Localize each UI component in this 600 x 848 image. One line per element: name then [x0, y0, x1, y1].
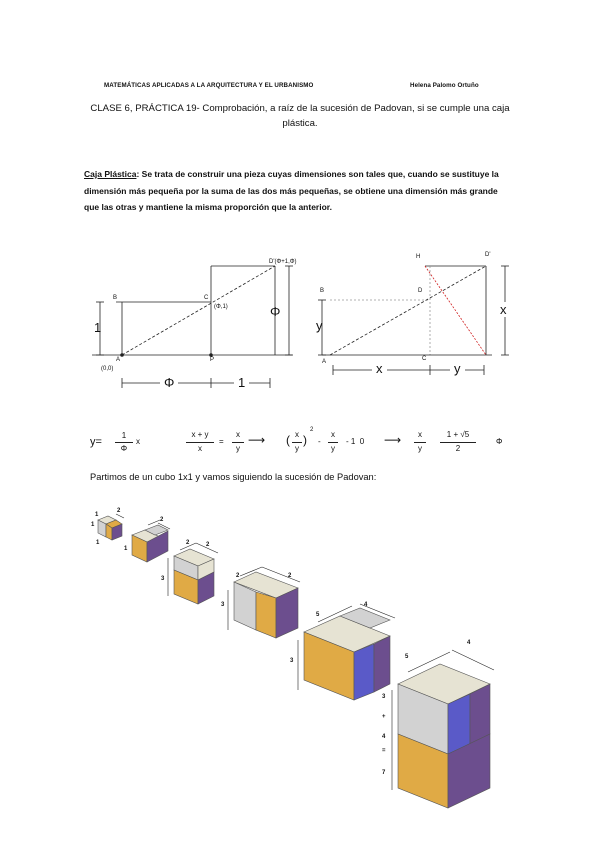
left-label-a: A [116, 357, 121, 363]
cube-3 [168, 543, 218, 604]
intro-text: : Se trata de construir una pieza cuyas dimensiones son tales que, cuando se sustituye la dimensión más pequeña por la suma de las dos más pequeñas, se obtiene una dimensión más grande que las otras y mantiene la misma proporción que la anterior. [84, 169, 499, 212]
eq2-den: x [198, 444, 202, 453]
c5-l3: 3 [290, 658, 294, 664]
left-label-c: C [204, 295, 209, 301]
eq3-paren-open: ( [286, 433, 290, 447]
c1-l4: 1 [96, 540, 100, 546]
cube-6 [392, 650, 494, 808]
c6-l7: 7 [382, 770, 386, 776]
eq2-num: x + y [191, 430, 209, 439]
c5-l2: 4 [364, 602, 368, 608]
right-label-b: B [320, 288, 325, 294]
eq3-den: y [295, 444, 299, 453]
right-label-c: C [422, 356, 427, 362]
left-label-c-coord: (Φ,1) [214, 304, 228, 310]
eq4-num: x [418, 430, 422, 439]
eq1-num: 1 [121, 431, 127, 440]
eq3-num2: x [331, 430, 335, 439]
right-bottom-y: y [450, 361, 465, 376]
c3-l1: 2 [186, 540, 190, 546]
c4-l2: 2 [288, 573, 292, 579]
eq2-num2: x [236, 430, 240, 439]
intro-term: Caja Plástica [84, 169, 137, 179]
c4-l1: 2 [236, 573, 240, 579]
c6-l4: 4 [382, 734, 386, 740]
c6-l3: 3 [382, 694, 386, 700]
right-label-a: A [322, 359, 327, 365]
right-label-h: H [416, 254, 421, 260]
eq1-den: Φ [120, 444, 128, 453]
c3-l2: 2 [206, 542, 210, 548]
left-label-p: P [210, 357, 215, 363]
eq3-mid: - [318, 437, 321, 446]
right-label-d2: D' [485, 252, 491, 258]
cube-1 [98, 514, 124, 540]
c4-l3: 3 [221, 602, 225, 608]
page-title: CLASE 6, PRÁCTICA 19- Comprobación, a raíz de la sucesión de Padovan, si se cumple una caja plástica. [90, 103, 510, 129]
right-bottom-x: x [372, 361, 387, 376]
c1-l2: 2 [117, 508, 121, 514]
left-bottom-phi: Φ [160, 375, 178, 390]
eq2-eq: = [219, 437, 224, 446]
left-side-phi: Φ [270, 304, 281, 319]
eq4-phi: Φ [496, 437, 503, 446]
c1-l3: 1 [91, 522, 95, 528]
eq3-tail: - 1 0 [346, 437, 365, 446]
c6-eq: = [382, 748, 386, 754]
padovan-intro: Partimos de un cubo 1x1 y vamos siguiendo la sucesión de Padovan: [90, 472, 377, 482]
eq2-arrow: ⟶ [248, 433, 266, 447]
eq1-x: x [136, 437, 140, 446]
eq3-paren-close: ) [303, 433, 307, 447]
left-side-1: 1 [94, 320, 102, 335]
eq3-sup: 2 [310, 427, 314, 433]
eq4-den: y [418, 444, 422, 453]
c2-l2: 1 [124, 546, 128, 552]
header-course: MATEMÁTICAS APLICADAS A LA ARQUITECTURA Y EL URBANISMO [104, 82, 314, 89]
c6-l2: 4 [467, 640, 471, 646]
c5-l1: 5 [316, 612, 320, 618]
left-bottom-1: 1 [234, 375, 249, 390]
right-side-y: y [316, 318, 323, 333]
eq4-num2: 1 + √5 [446, 430, 470, 439]
eq2-den2: y [236, 444, 240, 453]
eq4-den2: 2 [455, 444, 461, 453]
left-label-a-coord: (0,0) [101, 366, 114, 372]
left-label-d: D'(Φ+1,Φ) [269, 259, 297, 265]
eq3-den2: y [331, 444, 335, 453]
right-side-x: x [500, 302, 507, 317]
cube-5 [298, 604, 395, 700]
right-label-d: D [418, 288, 423, 294]
eq3-num: x [295, 430, 299, 439]
left-label-b: B [113, 295, 118, 301]
eq3-arrow: ⟶ [384, 433, 402, 447]
c6-plus: + [382, 714, 386, 720]
cube-2 [132, 520, 170, 562]
c6-l1: 5 [405, 654, 409, 660]
eq1-left: y= [90, 436, 102, 448]
c3-l3: 3 [161, 576, 165, 582]
c1-l1: 1 [95, 512, 99, 518]
c2-l1: 2 [160, 517, 164, 523]
header-author: Helena Palomo Ortuño [410, 82, 479, 89]
